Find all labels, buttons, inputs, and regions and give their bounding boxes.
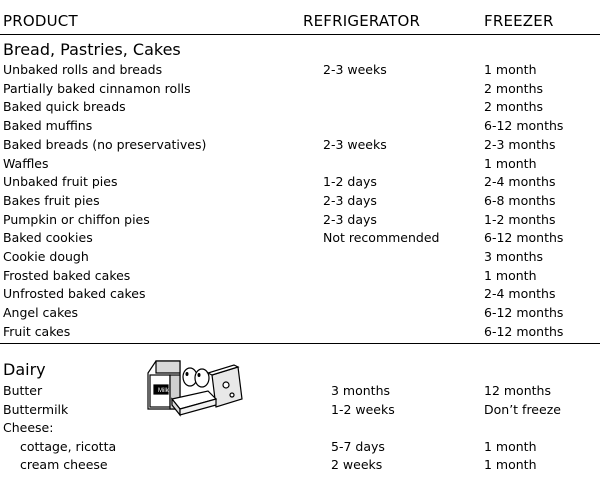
header-divider [0,34,600,35]
table-row [0,80,600,98]
freezer-cell: 1 month [484,155,537,171]
refrigerator-cell: Not recommended [323,230,440,246]
freezer-cell: 1 month [484,267,537,283]
refrigerator-cell: 3 months [331,383,391,398]
product-cell: Fruit cakes [3,323,71,339]
freezer-cell: 1 month [484,438,537,454]
freezer-cell: 2-4 months [484,174,556,190]
freezer-cell: 1-2 months [484,211,556,227]
freezer-cell: 12 months [484,383,551,398]
product-cell: Waffles [3,155,49,171]
freezer-cell: 6-12 months [484,323,564,339]
product-cell: Baked cookies [3,230,93,246]
table-row [0,192,600,210]
table-row [0,211,600,229]
freezer-cell: 6-8 months [484,192,556,208]
table-row [0,267,600,285]
refrigerator-cell: 2-3 days [323,211,377,227]
header-product: PRODUCT [3,12,78,30]
freezer-cell: Don’t freeze [484,401,561,417]
refrigerator-cell: 2-3 days [323,192,377,208]
table-row [0,323,600,341]
section-title-dairy: Dairy [3,360,46,379]
header-freezer: FREEZER [484,12,554,30]
product-cell: Cheese: [3,420,54,435]
product-cell: Cookie dough [3,249,89,264]
freezer-cell: 6-12 months [484,305,564,321]
dairy-clipart [146,357,246,421]
freezer-cell: 6-12 months [484,118,564,134]
freezer-cell: 1 month [484,457,537,472]
table-row [0,401,600,419]
product-cell: Pumpkin or chiffon pies [3,211,150,227]
product-cell: Frosted baked cakes [3,267,131,283]
table-row [0,285,600,303]
freezer-cell: 6-12 months [484,230,564,246]
freezer-cell: 2-4 months [484,286,556,302]
section-divider [0,343,600,344]
table-row [0,229,600,247]
product-cell: Butter [3,383,43,398]
freezer-cell: 2 months [484,99,544,115]
refrigerator-cell: 2-3 weeks [323,62,387,77]
freezer-cell: 3 months [484,249,544,264]
table-row [0,155,600,173]
table-row [0,456,600,474]
product-cell: Partially baked cinnamon rolls [3,80,191,96]
refrigerator-cell: 2 weeks [331,457,383,472]
product-cell: Unbaked rolls and breads [3,62,163,77]
product-cell: Baked muffins [3,118,93,134]
product-cell: cottage, ricotta [20,438,117,454]
dairy-products-icon [146,357,246,417]
product-cell: Angel cakes [3,305,79,321]
table-row [0,61,600,79]
product-cell: cream cheese [20,457,108,472]
table-row [0,117,600,135]
table-row [0,136,600,154]
refrigerator-cell: 5-7 days [331,438,385,454]
table-row [0,419,600,437]
freezer-cell: 2-3 months [484,136,556,152]
freezer-cell: 2 months [484,80,544,96]
product-cell: Baked quick breads [3,99,126,115]
header-refrigerator: REFRIGERATOR [303,12,421,30]
refrigerator-cell: 1-2 weeks [331,401,395,417]
product-cell: Unfrosted baked cakes [3,286,146,302]
table-row [0,173,600,191]
table-row [0,98,600,116]
product-cell: Baked breads (no preservatives) [3,136,207,152]
table-row [0,248,600,266]
freezer-cell: 1 month [484,62,537,77]
table-row [0,304,600,322]
refrigerator-cell: 2-3 weeks [323,136,387,152]
product-cell: Unbaked fruit pies [3,174,118,190]
svg-text:Milk: Milk [158,388,169,394]
section-title-bread: Bread, Pastries, Cakes [3,40,181,59]
product-cell: Buttermilk [3,401,69,417]
table-row [0,382,600,400]
refrigerator-cell: 1-2 days [323,174,377,190]
product-cell: Bakes fruit pies [3,192,100,208]
table-row [0,438,600,456]
